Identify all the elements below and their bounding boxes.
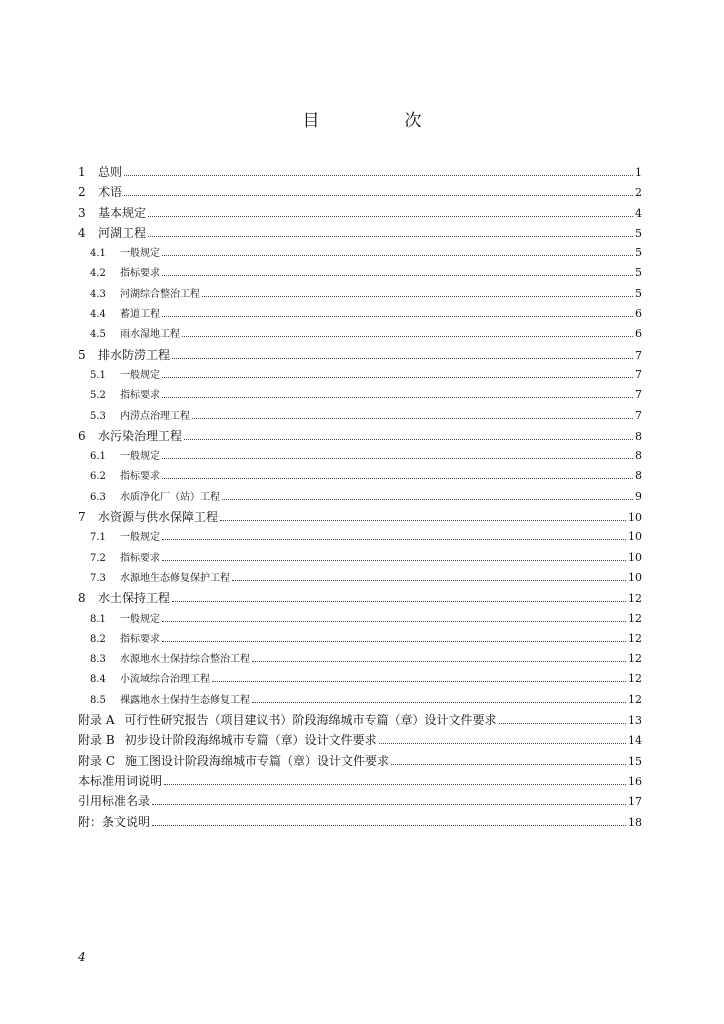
toc-entry-number: 5.1	[90, 369, 106, 381]
toc-entry[interactable]	[78, 324, 642, 344]
dot-leader	[162, 275, 633, 276]
dot-leader	[162, 255, 633, 256]
table-of-contents	[78, 162, 642, 832]
toc-entry-number: 4	[78, 225, 86, 240]
dot-leader	[232, 580, 626, 581]
dot-leader	[172, 601, 626, 602]
toc-entry[interactable]	[78, 669, 642, 689]
toc-entry-page: 13	[628, 714, 642, 728]
toc-entry-label: 一般规定	[120, 451, 160, 463]
toc-entry-page: 8	[635, 469, 642, 483]
toc-entry-number: 5.2	[90, 390, 106, 402]
toc-entry-page: 7	[635, 388, 642, 402]
toc-entry-number: 7	[78, 510, 86, 525]
toc-entry-page: 15	[628, 754, 642, 768]
toc-entry-number: 8.3	[90, 654, 106, 666]
toc-entry[interactable]	[78, 426, 642, 446]
toc-entry-label: 本标准用词说明	[78, 773, 163, 788]
toc-entry-label: 小流域综合治理工程	[120, 674, 210, 686]
toc-entry-number: 7.2	[90, 552, 106, 564]
toc-entry-number: 7.1	[90, 532, 106, 544]
toc-entry-page: 8	[635, 449, 642, 463]
toc-entry-page: 18	[628, 815, 642, 829]
dot-leader	[124, 175, 633, 176]
toc-entry-number: 6.2	[90, 471, 106, 483]
toc-entry-label: 水源地水土保持综合整治工程	[120, 654, 250, 666]
toc-entry[interactable]	[78, 203, 642, 223]
toc-entry[interactable]	[78, 812, 642, 832]
toc-entry-number: 4.5	[90, 329, 106, 341]
toc-entry-page: 12	[628, 692, 642, 706]
toc-entry-label: 附：条文说明	[78, 814, 151, 829]
toc-entry-label: 引用标准名录	[78, 794, 151, 809]
dot-leader	[162, 539, 626, 540]
toc-entry-number: 8.4	[90, 674, 106, 686]
page-number: 4	[78, 950, 86, 964]
toc-entry[interactable]	[78, 385, 642, 405]
toc-entry[interactable]	[78, 304, 642, 324]
toc-entry-label: 水质净化厂（站）工程	[120, 491, 220, 503]
toc-entry[interactable]	[78, 710, 642, 730]
dot-leader	[162, 316, 633, 317]
dot-leader	[162, 478, 633, 479]
toc-entry-page: 10	[628, 570, 642, 584]
toc-entry[interactable]	[78, 588, 642, 608]
toc-entry-number: 8	[78, 591, 86, 606]
toc-entry-number: 3	[78, 205, 86, 220]
toc-entry-label: 雨水湿地工程	[120, 329, 180, 341]
dot-leader	[148, 216, 633, 217]
toc-entry-number: 附录 B	[78, 733, 115, 748]
toc-entry-page: 5	[635, 246, 642, 260]
toc-entry[interactable]	[78, 690, 642, 710]
toc-entry-label: 指标要求	[120, 633, 160, 645]
dot-leader	[152, 804, 626, 805]
dot-leader	[222, 499, 633, 500]
toc-entry-page: 12	[628, 611, 642, 625]
toc-entry-page: 8	[635, 429, 642, 443]
toc-entry-label: 指标要求	[120, 390, 160, 402]
toc-entry-label: 河湖工程	[98, 225, 147, 240]
dot-leader	[172, 358, 633, 359]
dot-leader	[162, 560, 626, 561]
toc-entry[interactable]	[78, 345, 642, 365]
toc-entry-page: 12	[628, 672, 642, 686]
toc-entry-label: 基本规定	[98, 205, 147, 220]
toc-entry-page: 14	[628, 734, 642, 748]
toc-entry[interactable]	[78, 771, 642, 791]
toc-entry-label: 指标要求	[120, 268, 160, 280]
dot-leader	[152, 825, 626, 826]
toc-entry-label: 水资源与供水保障工程	[98, 510, 219, 525]
toc-entry-label: 总则	[98, 165, 123, 179]
toc-entry-page: 2	[635, 186, 642, 200]
toc-entry-number: 6	[78, 428, 86, 443]
toc-entry-number: 4.4	[90, 309, 106, 321]
toc-entry-number: 2	[78, 185, 86, 200]
dot-leader	[162, 397, 633, 398]
toc-entry[interactable]	[78, 406, 642, 426]
toc-entry-number: 4.3	[90, 288, 106, 300]
dot-leader	[252, 661, 626, 662]
dot-leader	[184, 439, 633, 440]
toc-entry-page: 4	[635, 206, 642, 220]
toc-entry[interactable]	[78, 791, 642, 811]
toc-entry-number: 4.2	[90, 268, 106, 280]
toc-entry-label: 指标要求	[120, 552, 160, 564]
toc-entry[interactable]	[78, 568, 642, 588]
toc-entry[interactable]	[78, 182, 642, 202]
toc-entry[interactable]	[78, 609, 642, 629]
dot-leader	[162, 621, 626, 622]
toc-entry-page: 6	[635, 307, 642, 321]
dot-leader	[192, 418, 633, 419]
toc-entry-label: 施工图设计阶段海绵城市专篇（章）设计文件要求	[125, 753, 390, 768]
toc-entry[interactable]	[78, 284, 642, 304]
dot-leader	[252, 702, 626, 703]
toc-entry[interactable]	[78, 263, 642, 283]
toc-entry[interactable]	[78, 162, 642, 182]
toc-entry-page: 7	[635, 408, 642, 422]
toc-entry-number: 附录 A	[78, 713, 115, 728]
toc-entry[interactable]	[78, 507, 642, 527]
toc-entry-label: 一般规定	[120, 369, 160, 381]
toc-entry[interactable]	[78, 487, 642, 507]
toc-entry-page: 5	[635, 286, 642, 300]
toc-entry[interactable]	[78, 243, 642, 263]
dot-leader	[124, 195, 633, 196]
toc-entry[interactable]	[78, 751, 642, 771]
toc-entry-page: 6	[635, 327, 642, 341]
toc-entry-label: 水源地生态修复保护工程	[120, 572, 230, 584]
toc-entry[interactable]	[78, 548, 642, 568]
dot-leader	[220, 520, 626, 521]
dot-leader	[391, 764, 626, 765]
toc-entry-number: 5	[78, 347, 86, 362]
toc-entry[interactable]	[78, 446, 642, 466]
toc-entry-label: 蓄道工程	[120, 309, 160, 321]
toc-entry-number: 8.1	[90, 613, 106, 625]
toc-entry-page: 10	[628, 550, 642, 564]
toc-entry-number: 8.5	[90, 694, 106, 706]
toc-entry-label: 可行性研究报告（项目建议书）阶段海绵城市专篇（章）设计文件要求	[124, 713, 497, 728]
toc-entry-label: 水土保持工程	[98, 591, 171, 606]
toc-entry-number: 附录 C	[78, 753, 115, 768]
toc-entry-label: 裸露地水土保持生态修复工程	[120, 694, 250, 706]
toc-entry-label: 初步设计阶段海绵城市专篇（章）设计文件要求	[124, 733, 377, 748]
toc-entry-page: 12	[628, 631, 642, 645]
toc-entry-page: 5	[635, 266, 642, 280]
toc-entry[interactable]	[78, 466, 642, 486]
toc-entry-label: 排水防涝工程	[98, 347, 171, 362]
toc-entry[interactable]	[78, 527, 642, 547]
toc-entry-page: 7	[635, 367, 642, 381]
dot-leader	[202, 296, 633, 297]
toc-entry-page: 10	[628, 530, 642, 544]
toc-entry-page: 12	[628, 652, 642, 666]
toc-entry-label: 一般规定	[120, 613, 160, 625]
toc-entry-page: 16	[628, 774, 642, 788]
toc-entry-number: 6.1	[90, 451, 106, 463]
toc-entry-page: 7	[635, 348, 642, 362]
toc-entry[interactable]	[78, 223, 642, 243]
toc-entry-label: 内涝点治理工程	[120, 410, 190, 422]
toc-entry-page: 9	[635, 489, 642, 503]
toc-entry-number: 4.1	[90, 248, 106, 260]
dot-leader	[182, 336, 633, 337]
toc-entry-label: 水污染治理工程	[98, 428, 183, 443]
toc-entry-page: 5	[635, 226, 642, 240]
dot-leader	[499, 723, 627, 724]
toc-entry-label: 河湖综合整治工程	[120, 288, 200, 300]
toc-entry-label: 一般规定	[120, 248, 160, 260]
toc-entry[interactable]	[78, 365, 642, 385]
toc-entry-page: 10	[628, 511, 642, 525]
toc-entry-page: 17	[628, 795, 642, 809]
toc-entry-number: 5.3	[90, 410, 106, 422]
toc-entry-label: 一般规定	[120, 532, 160, 544]
toc-entry[interactable]	[78, 730, 642, 750]
toc-entry-label: 指标要求	[120, 471, 160, 483]
toc-entry-number: 1	[78, 165, 86, 179]
toc-entry[interactable]	[78, 629, 642, 649]
dot-leader	[212, 681, 626, 682]
toc-entry[interactable]	[78, 649, 642, 669]
dot-leader	[162, 377, 633, 378]
dot-leader	[164, 784, 626, 785]
toc-entry-page: 12	[628, 592, 642, 606]
dot-leader	[148, 236, 633, 237]
toc-entry-number: 6.3	[90, 491, 106, 503]
dot-leader	[162, 641, 626, 642]
dot-leader	[162, 458, 633, 459]
page-title: 目 次	[302, 111, 456, 131]
toc-entry-page: 1	[635, 166, 642, 179]
toc-entry-number: 8.2	[90, 633, 106, 645]
dot-leader	[379, 743, 626, 744]
toc-entry-number: 7.3	[90, 572, 106, 584]
toc-entry-label: 术语	[98, 185, 123, 200]
